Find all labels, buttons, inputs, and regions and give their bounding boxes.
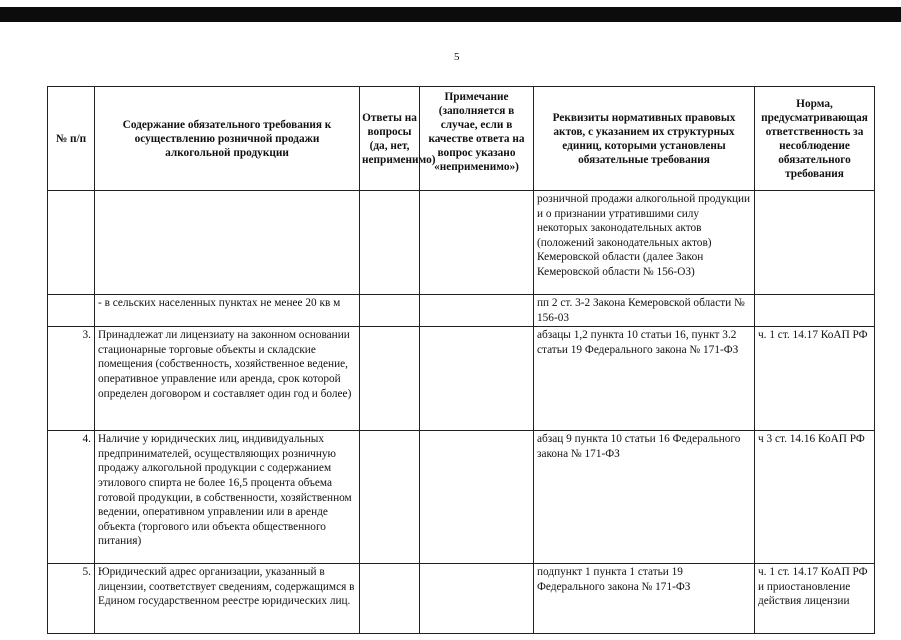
row-content: Наличие у юридических лиц, индивидуальных предпринимателей, осуществляющих розничную продажу алкогольной продукции с содержанием этилового спирта не более 16,5 процента объема готовой продукции, в собственности, хозяйственном ведении, оперативном управлении или в аренде объекта (торгового или объекта общественного питания) bbox=[95, 431, 360, 564]
row-note bbox=[420, 431, 534, 564]
row-note bbox=[420, 295, 534, 327]
row-norm bbox=[755, 191, 875, 295]
table-row bbox=[48, 295, 875, 327]
row-number bbox=[48, 191, 95, 295]
header-norm: Норма, предусматривающая ответственность за несоблюдение обязательного требования bbox=[755, 87, 875, 191]
header-content: Содержание обязательного требования к осуществлению розничной продажи алкогольной продукции bbox=[95, 87, 360, 191]
row-number: 5. bbox=[48, 564, 95, 634]
table-row bbox=[48, 191, 875, 295]
row-content: - в сельских населенных пунктах не менее 20 кв м bbox=[95, 295, 360, 327]
top-scan-border bbox=[0, 7, 901, 22]
header-note: Примечание (заполняется в случае, если в качестве ответа на вопрос указано «неприменимо») bbox=[420, 87, 534, 191]
header-number: № п/п bbox=[48, 87, 95, 191]
row-acts: подпункт 1 пункта 1 статьи 19 Федерального закона № 171-ФЗ bbox=[534, 564, 755, 634]
row-note bbox=[420, 564, 534, 634]
row-note bbox=[420, 327, 534, 431]
table-row bbox=[48, 327, 875, 431]
row-norm bbox=[755, 295, 875, 327]
row-answer bbox=[360, 564, 420, 634]
row-acts: пп 2 ст. 3-2 Закона Кемеровской области № 156-03 bbox=[534, 295, 755, 327]
row-content bbox=[95, 191, 360, 295]
row-norm: ч. 1 ст. 14.17 КоАП РФ и приостановление действия лицензии bbox=[755, 564, 875, 634]
row-content: Принадлежат ли лицензиату на законном основании стационарные торговые объекты и складские помещения (собственность, хозяйственное ведение, оперативное управление или аренда, срок которой определен договором и составляет один год и более) bbox=[95, 327, 360, 431]
table-row bbox=[48, 564, 875, 634]
row-answer bbox=[360, 327, 420, 431]
requirements-table bbox=[47, 86, 875, 634]
row-acts: абзацы 1,2 пункта 10 статьи 16, пункт 3.2 статьи 19 Федерального закона № 171-ФЗ bbox=[534, 327, 755, 431]
row-acts: розничной продажи алкогольной продукции и о признании утратившими силу некоторых законодательных актов (положений законодательных актов) Кемеровской области (далее Закон Кемеровской области № 156-ОЗ) bbox=[534, 191, 755, 295]
row-note bbox=[420, 191, 534, 295]
row-norm: ч. 1 ст. 14.17 КоАП РФ bbox=[755, 327, 875, 431]
header-acts: Реквизиты нормативных правовых актов, с указанием их структурных единиц, которыми установлены обязательные требования bbox=[534, 87, 755, 191]
row-content: Юридический адрес организации, указанный в лицензии, соответствует сведениям, содержащимся в Едином государственном реестре юридических лиц. bbox=[95, 564, 360, 634]
row-norm: ч 3 ст. 14.16 КоАП РФ bbox=[755, 431, 875, 564]
table-header-row bbox=[48, 87, 875, 191]
row-answer bbox=[360, 431, 420, 564]
row-answer bbox=[360, 191, 420, 295]
row-acts: абзац 9 пункта 10 статьи 16 Федерального закона № 171-ФЗ bbox=[534, 431, 755, 564]
page-number: 5 bbox=[454, 51, 460, 63]
row-number bbox=[48, 295, 95, 327]
table-row bbox=[48, 431, 875, 564]
row-number: 3. bbox=[48, 327, 95, 431]
row-number: 4. bbox=[48, 431, 95, 564]
row-answer bbox=[360, 295, 420, 327]
header-answer: Ответы на вопросы (да, нет, неприменимо) bbox=[360, 87, 420, 191]
